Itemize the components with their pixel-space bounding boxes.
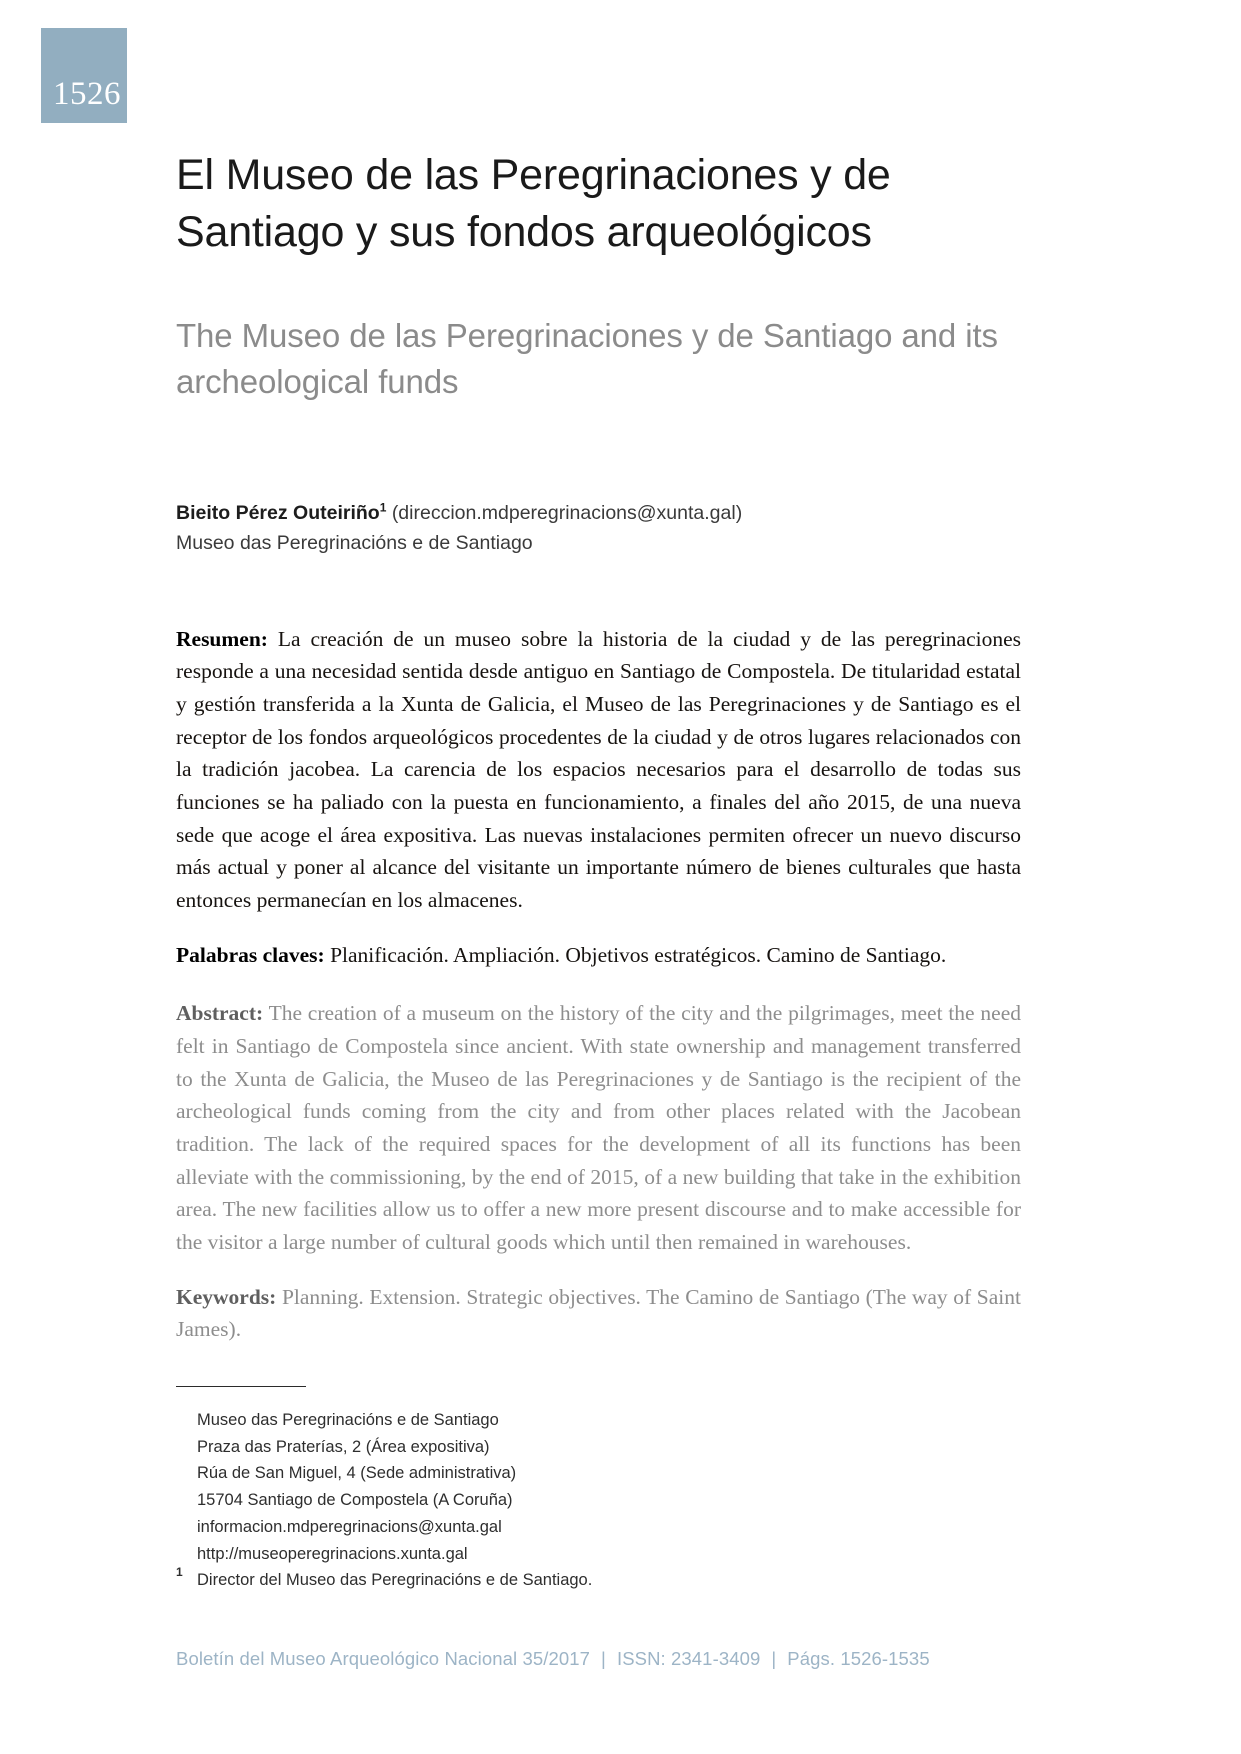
- keywords-spanish: [176, 939, 1021, 972]
- abstract-spanish-label: Resumen:: [176, 626, 268, 651]
- footnote-address-line: Praza das Praterías, 2 (Área expositiva): [197, 1437, 490, 1456]
- keywords-spanish-label: Palabras claves:: [176, 942, 325, 967]
- abstract-english: [176, 997, 1021, 1258]
- page-footer: [176, 1648, 1021, 1670]
- author-block: [176, 406, 1021, 558]
- abstract-english-text: The creation of a museum on the history of the city and the pilgrimages, meet the need felt in Santiago de Compostela since ancient. With state ownership and management transferred to the Xunta de Galicia, the Museo de las Peregrinaciones y de Santiago is the recipient of the archeological funds coming from the city and from other places related with the Jacobean tradition. The lack of the required spaces for the development of all its functions has been alleviate with the commissioning, by the end of 2015, of a new building that take in the exhibition area. The new facilities allow us to offer a new more present discourse and to make accessible for the visitor a large number of cultural goods which until then remained in warehouses.: [176, 1001, 1021, 1255]
- abstract-english-label: Abstract:: [176, 1001, 264, 1026]
- page-number-label: 1526: [53, 76, 121, 112]
- author-line: [176, 498, 1021, 528]
- keywords-spanish-text: Planificación. Ampliación. Objetivos estratégicos. Camino de Santiago.: [330, 942, 947, 967]
- footer-separator: |: [771, 1648, 777, 1669]
- footer-bulletin-title: Boletín del Museo Arqueológico Nacional 35/2017: [176, 1648, 591, 1669]
- footnote-website-link[interactable]: http://museoperegrinacions.xunta.gal: [197, 1544, 468, 1563]
- footnote-address-line: Rúa de San Miguel, 4 (Sede administrativa): [197, 1464, 517, 1483]
- footer-separator: |: [601, 1648, 606, 1669]
- abstract-spanish-text: La creación de un museo sobre la historia de la ciudad y de las peregrinaciones responde a una necesidad sentida desde antiguo en Santiago de Compostela. De titularidad estatal y gestión transferida a la Xunta de Galicia, el Museo de las Peregrinaciones y de Santiago es el receptor de los fondos arqueológicos procedentes de la ciudad y de otros lugares relacionados con la tradición jacobea. La carencia de los espacios necesarios para el desarrollo de todas sus funciones se ha paliado con la puesta en funcionamiento, a finales del año 2015, de una nueva sede que acoge el área expositiva. Las nuevas instalaciones permiten ofrecer un nuevo discurso más actual y poner al alcance del visitante un importante número de bienes culturales que hasta entonces permanecían en los almacenes.: [176, 626, 1022, 913]
- page-title: El Museo de las Peregrinaciones y de Santiago y sus fondos arqueológicos: [176, 151, 891, 256]
- footnote-number-marker: 1: [176, 1565, 183, 1580]
- page-subtitle-english: The Museo de las Peregrinaciones y de Santiago and its archeological funds: [176, 316, 998, 401]
- author-footnote-marker: 1: [379, 500, 387, 515]
- article-content: [176, 0, 1021, 1368]
- abstract-spanish: [176, 623, 1021, 917]
- keywords-english: [176, 1281, 1021, 1346]
- footer-issn: ISSN: 2341-3409: [616, 1648, 761, 1669]
- footnote-note: [176, 1565, 876, 1594]
- footnote-address-line: 15704 Santiago de Compostela (A Coruña): [197, 1491, 513, 1510]
- footnote-address-line: Museo das Peregrinacións e de Santiago: [197, 1411, 499, 1429]
- footnote-block: [176, 1386, 876, 1594]
- keywords-english-text: Planning. Extension. Strategic objectives. The Camino de Santiago (The way of Saint James).: [176, 1284, 1022, 1342]
- author-affiliation: Museo das Peregrinacións e de Santiago: [176, 532, 533, 555]
- footnote-address: [197, 1407, 876, 1567]
- footer-page-range: Págs. 1526-1535: [787, 1648, 930, 1669]
- footnote-divider: [176, 1386, 306, 1387]
- keywords-english-label: Keywords:: [176, 1284, 277, 1309]
- footnote-email[interactable]: informacion.mdperegrinacions@xunta.gal: [197, 1517, 502, 1536]
- footnote-note-text: Director del Museo das Peregrinacións e de Santiago.: [197, 1571, 593, 1590]
- page-number-badge: [41, 28, 127, 123]
- author-email[interactable]: (direccion.mdperegrinacions@xunta.gal): [391, 502, 743, 525]
- author-name: Bieito Pérez Outeiriño: [176, 502, 380, 525]
- abstracts-wrapper: [176, 559, 1021, 1346]
